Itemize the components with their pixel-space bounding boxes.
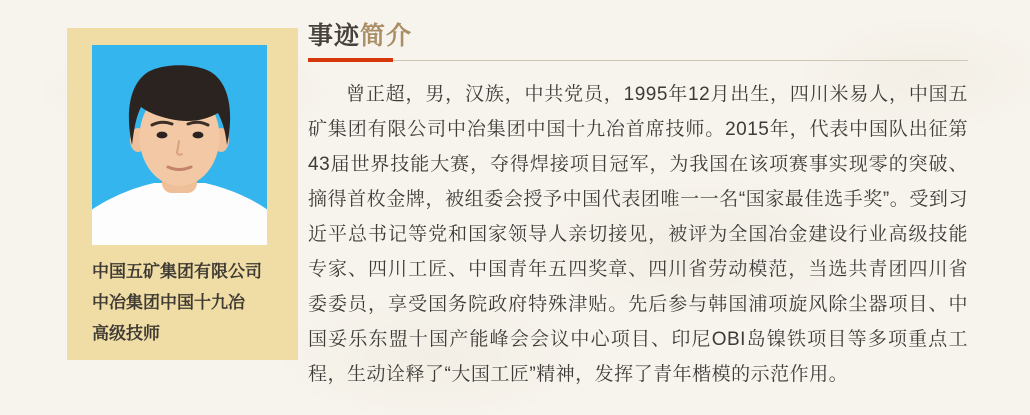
caption-line-title: 高级技师 bbox=[92, 324, 160, 343]
section-title-primary: 事迹 bbox=[308, 22, 361, 50]
profile-card bbox=[67, 28, 298, 360]
portrait-photo-illustration bbox=[92, 45, 267, 245]
profile-caption bbox=[92, 256, 277, 349]
section-header bbox=[308, 18, 968, 61]
portrait-photo bbox=[92, 45, 267, 245]
caption-line-subsidiary: 中冶集团中国十九冶 bbox=[92, 293, 245, 312]
bio-paragraph: 曾正超，男，汉族，中共党员，1995年12月出生，四川米易人，中国五矿集团有限公司中冶集团中国十九冶首席技师。2015年，代表中国队出征第43届世界技能大赛，夺得焊接项目冠军，为我国在该项赛事实现零的突破、摘得首枚金牌，被组委会授予中国代表团唯一一名“国家最佳选手奖”。受到习近平总书记等党和国家领导人亲切接见，被评为全国冶金建设行业高级技能专家、四川工匠、中国青年五四奖章、四川省劳动模范，当选共青团四川省委委员，享受国务院政府特殊津贴。先后参与韩国浦项旋风除尘器项目、中国妥乐东盟十国产能峰会会议中心项目、印尼OBI岛镍铁项目等多项重点工程，生动诠释了“大国工匠”精神，发挥了青年楷模的示范作用。 bbox=[308, 84, 968, 385]
section-title bbox=[308, 18, 968, 54]
section-title-secondary: 简介 bbox=[360, 22, 413, 50]
bio-section bbox=[308, 18, 968, 392]
caption-line-company: 中国五矿集团有限公司 bbox=[92, 262, 262, 281]
title-accent-bar bbox=[308, 58, 393, 62]
